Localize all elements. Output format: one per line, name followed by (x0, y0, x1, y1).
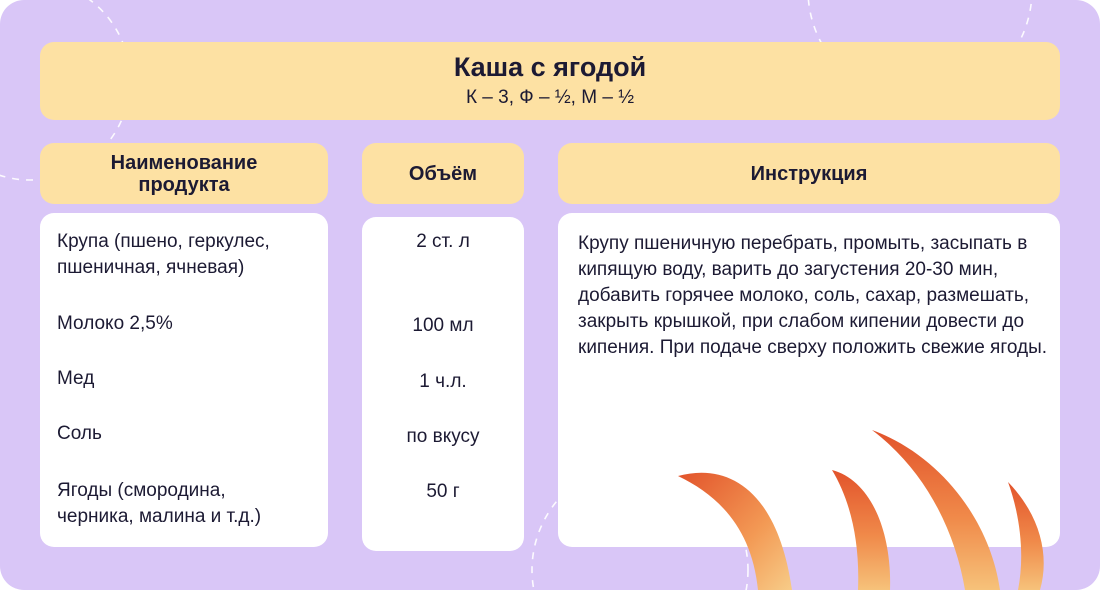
header-instruction-label: Инструкция (750, 162, 868, 185)
instruction-text: Крупу пшеничную перебрать, промыть, засыпать в кипящую воду, варить до загустения 20-30 мин, добавить горячее молоко, соль, сахар, размешать, закрыть крышкой, при слабом кипении довести до кипения. При подаче сверху положить свежие ягоды. (578, 233, 1048, 358)
instruction-panel (558, 213, 1060, 547)
header-product-name-label: Наименование продукта (110, 151, 258, 196)
product-name-item: Молоко 2,5% (57, 313, 173, 334)
product-name-item: Соль (57, 423, 102, 444)
product-name-panel (40, 213, 328, 547)
product-name-item: Крупа (пшено, геркулес, пшеничная, ячневая) (57, 231, 270, 278)
header-volume-label: Объём (408, 162, 478, 185)
volume-item: 2 ст. л (416, 231, 470, 252)
volume-item: 100 мл (412, 315, 474, 336)
product-name-item: Мед (57, 368, 95, 389)
volume-item: 50 г (426, 481, 460, 502)
title-band (40, 42, 1060, 120)
recipe-title: Каша с ягодой (453, 52, 647, 82)
volume-item: по вкусу (406, 426, 480, 447)
recipe-subtitle: К – 3, Ф – ½, М – ½ (465, 87, 635, 108)
volume-panel (362, 217, 524, 551)
volume-item: 1 ч.л. (419, 371, 467, 392)
header-product-name (40, 143, 328, 204)
product-name-item: Ягоды (смородина, черника, малина и т.д.) (57, 480, 262, 527)
header-instruction (558, 143, 1060, 204)
header-volume (362, 143, 524, 204)
